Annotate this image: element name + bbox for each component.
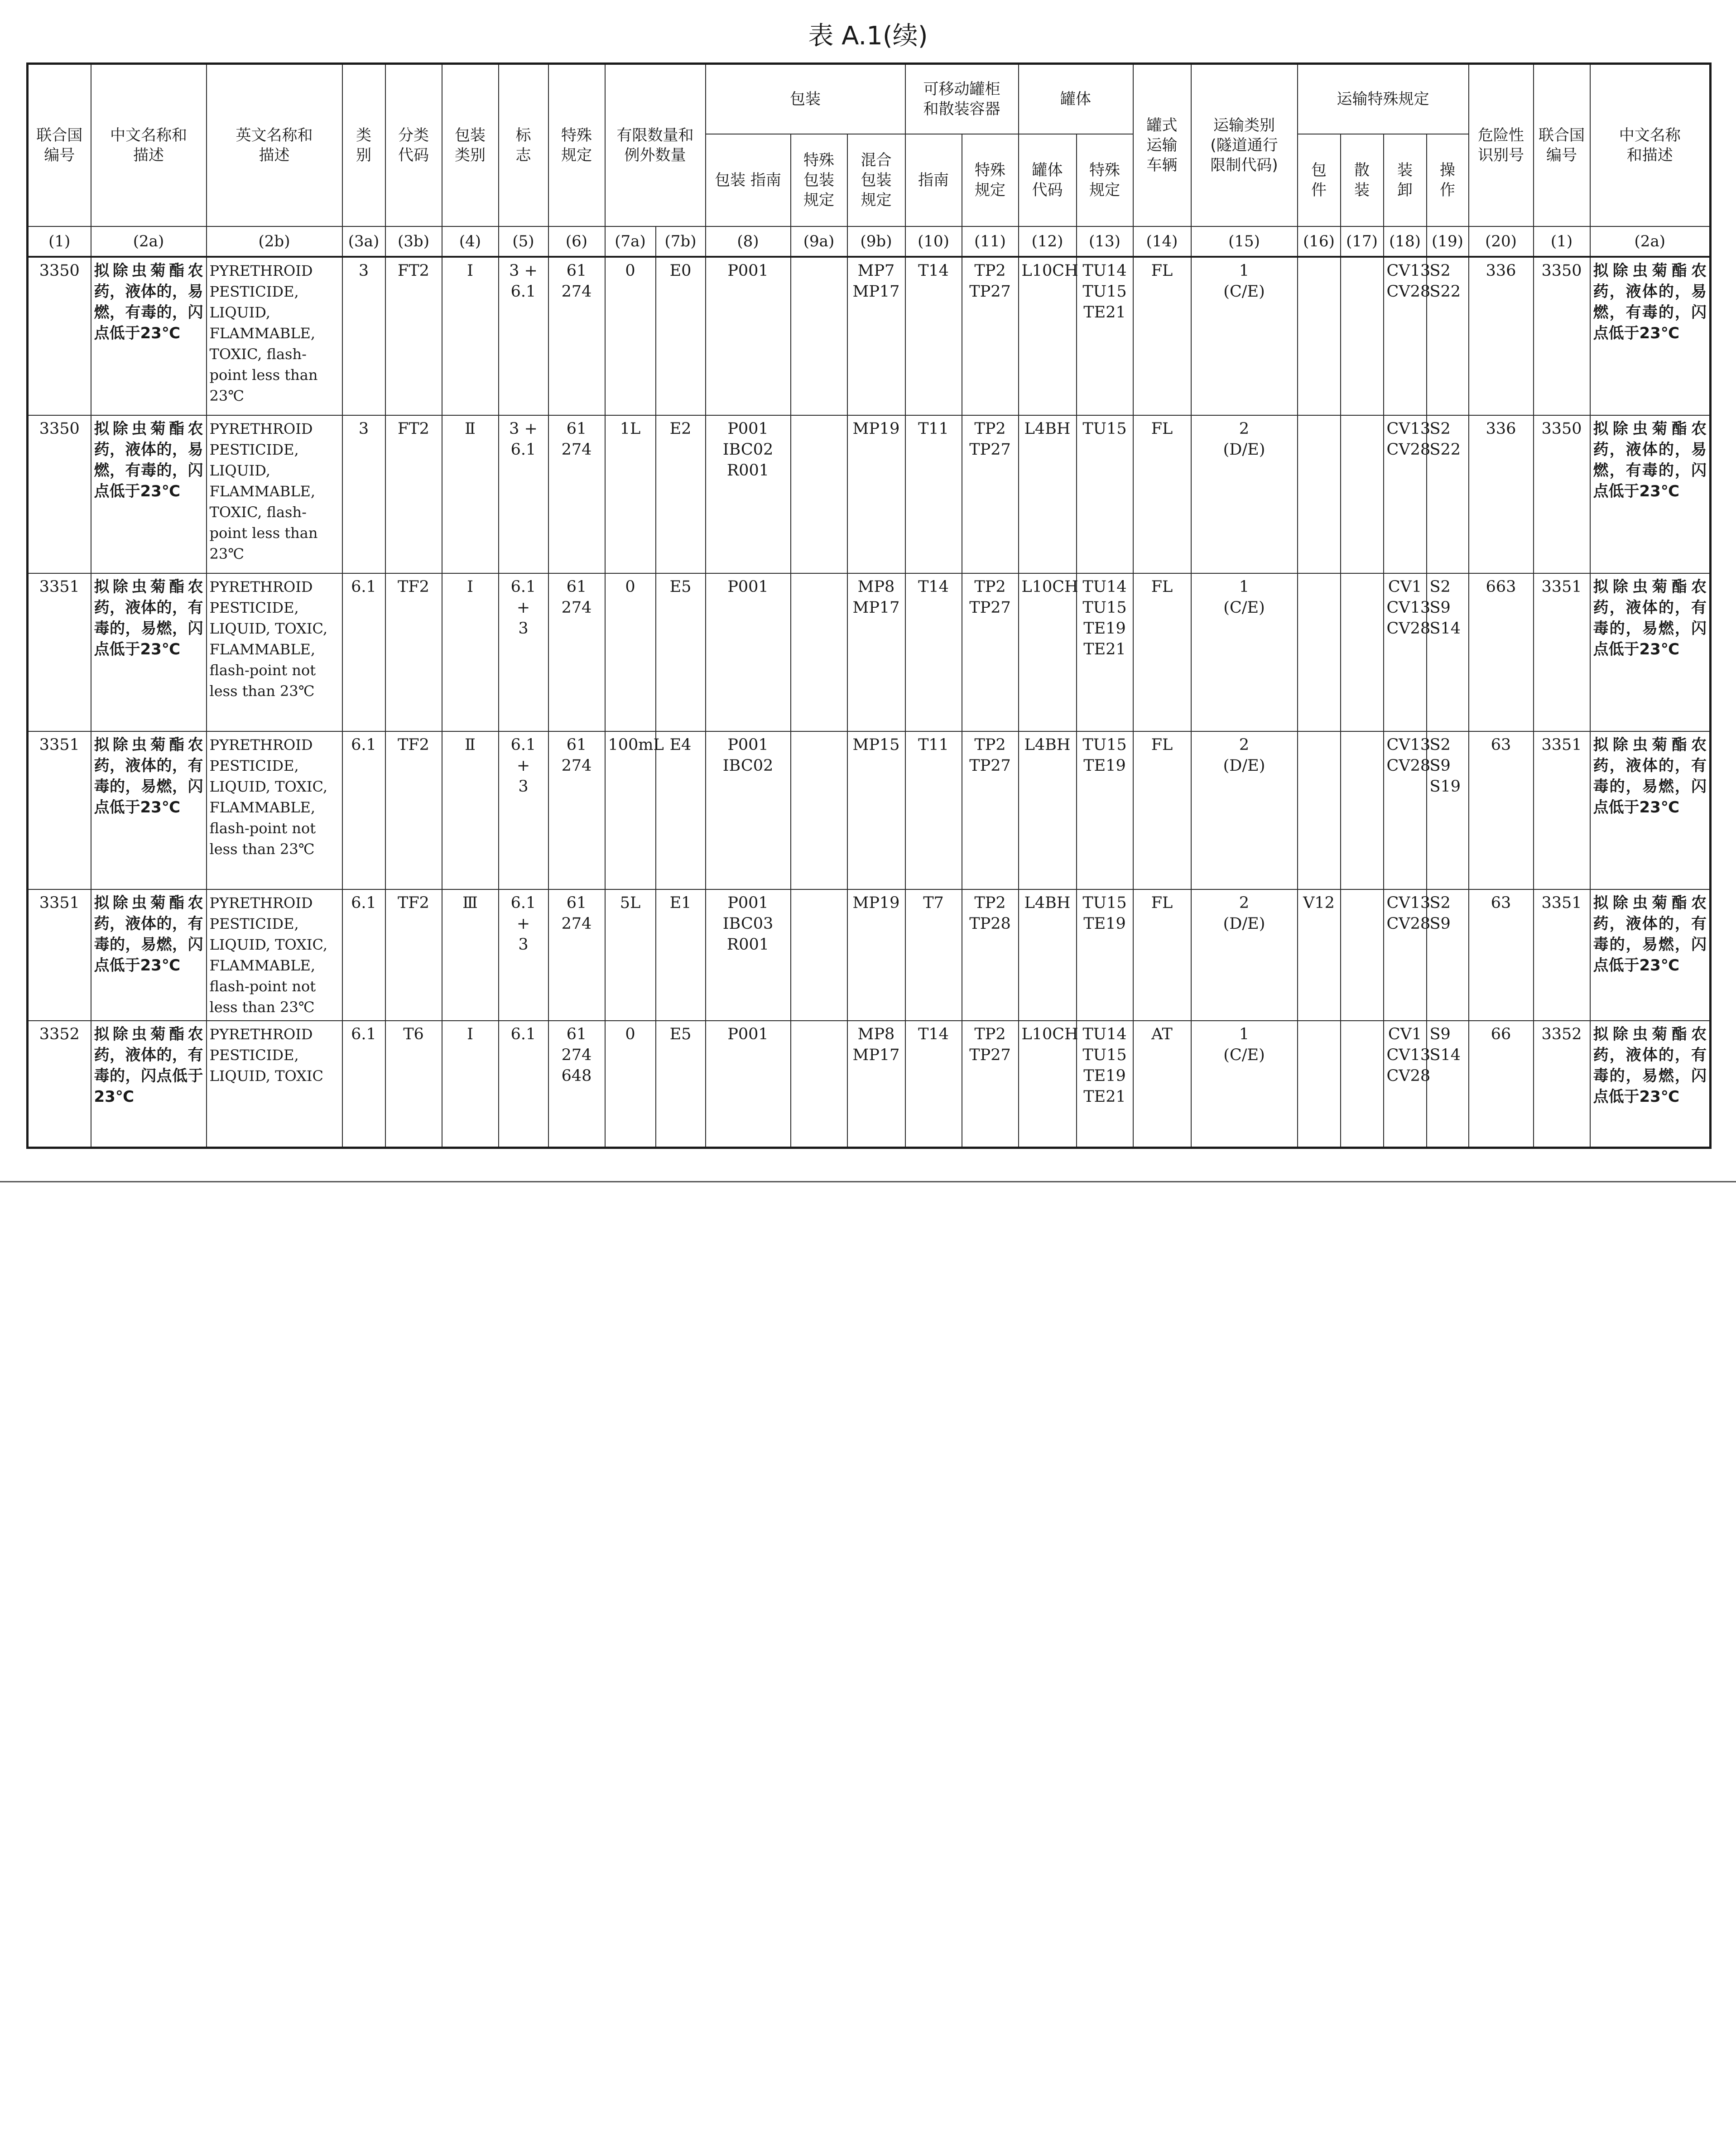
col-header-bulk: 散 装 bbox=[1341, 134, 1384, 226]
un-number-repeat-cell: 3352 bbox=[1534, 1021, 1590, 1148]
transport-category-cell: 2 (D/E) bbox=[1191, 889, 1298, 1021]
labels-cell: 6.1 + 3 bbox=[499, 731, 548, 889]
packing-group-cell: Ⅰ bbox=[442, 257, 499, 415]
operation-cell: S9 S14 bbox=[1427, 1021, 1469, 1148]
class-code-cell: FT2 bbox=[385, 257, 442, 415]
col-header-transport-category: 运输类别 (隧道通行 限制代码) bbox=[1191, 64, 1298, 227]
col-header-loading: 装 卸 bbox=[1384, 134, 1427, 226]
col-header-tanks: 罐体 bbox=[1019, 64, 1133, 134]
limited-qty-cell: 0 bbox=[605, 1021, 656, 1148]
special-provisions-cell: 61 274 648 bbox=[548, 1021, 605, 1148]
mixed-packing-cell: MP8 MP17 bbox=[847, 1021, 905, 1148]
cn-name-cell: 拟除虫菊酯农药，液体的，有毒的，易燃，闪点低于23℃ bbox=[91, 731, 207, 889]
cn-name-repeat-cell: 拟除虫菊酯农药，液体的，有毒的，易燃，闪点低于23℃ bbox=[1590, 573, 1711, 731]
col-header-un-no: 联合国 编号 bbox=[28, 64, 91, 227]
col-header-cn-name-repeat: 中文名称 和描述 bbox=[1590, 64, 1711, 227]
col-header-en-name: 英文名称和 描述 bbox=[207, 64, 342, 227]
tank-special-cell: TU14 TU15 TE19 TE21 bbox=[1077, 1021, 1133, 1148]
table-row bbox=[28, 573, 1711, 731]
excepted-qty-cell: E4 bbox=[656, 731, 706, 889]
en-name-cell: PYRETHROID PESTICIDE, LIQUID, TOXIC, FLAMMABLE, flash-point not less than 23℃ bbox=[207, 731, 342, 889]
packing-group-cell: Ⅲ bbox=[442, 889, 499, 1021]
pt-instructions-cell: T7 bbox=[905, 889, 962, 1021]
labels-cell: 6.1 bbox=[499, 1021, 548, 1148]
pt-special-cell: TP2 TP27 bbox=[962, 573, 1019, 731]
packing-instructions-cell: P001 IBC03 R001 bbox=[706, 889, 791, 1021]
transport-category-cell: 1 (C/E) bbox=[1191, 1021, 1298, 1148]
cn-name-cell: 拟除虫菊酯农药，液体的，有毒的，易燃，闪点低于23℃ bbox=[91, 889, 207, 1021]
column-number: (7a) bbox=[605, 226, 656, 257]
special-provisions-cell: 61 274 bbox=[548, 573, 605, 731]
loading-cell: CV13 CV28 bbox=[1384, 731, 1427, 889]
tank-code-cell: L10CH bbox=[1019, 1021, 1077, 1148]
table-row bbox=[28, 731, 1711, 889]
transport-category-cell: 2 (D/E) bbox=[1191, 731, 1298, 889]
labels-cell: 6.1 + 3 bbox=[499, 889, 548, 1021]
column-number: (2a) bbox=[1590, 226, 1711, 257]
tank-vehicle-cell: FL bbox=[1133, 731, 1191, 889]
bulk-cell bbox=[1341, 1021, 1384, 1148]
column-number: (9b) bbox=[847, 226, 905, 257]
class-code-cell: TF2 bbox=[385, 889, 442, 1021]
hazard-id-cell: 66 bbox=[1469, 1021, 1534, 1148]
bulk-cell bbox=[1341, 889, 1384, 1021]
col-header-class: 类 别 bbox=[342, 64, 385, 227]
cn-name-cell: 拟除虫菊酯农药，液体的，有毒的，易燃，闪点低于23℃ bbox=[91, 573, 207, 731]
dangerous-goods-table-container bbox=[26, 62, 1710, 1149]
excepted-qty-cell: E1 bbox=[656, 889, 706, 1021]
column-number: (3a) bbox=[342, 226, 385, 257]
packages-cell bbox=[1298, 1021, 1341, 1148]
column-number: (15) bbox=[1191, 226, 1298, 257]
mixed-packing-cell: MP7 MP17 bbox=[847, 257, 905, 415]
table-row bbox=[28, 889, 1711, 1021]
un-number-cell: 3351 bbox=[28, 731, 91, 889]
tank-special-cell: TU15 bbox=[1077, 415, 1133, 573]
limited-qty-cell: 5L bbox=[605, 889, 656, 1021]
un-number-repeat-cell: 3351 bbox=[1534, 731, 1590, 889]
tank-code-cell: L4BH bbox=[1019, 415, 1077, 573]
un-number-cell: 3351 bbox=[28, 573, 91, 731]
loading-cell: CV13 CV28 bbox=[1384, 257, 1427, 415]
cn-name-cell: 拟除虫菊酯农药，液体的，易燃，有毒的，闪点低于23℃ bbox=[91, 415, 207, 573]
hazard-id-cell: 336 bbox=[1469, 257, 1534, 415]
cn-name-repeat-cell: 拟除虫菊酯农药，液体的，有毒的，易燃，闪点低于23℃ bbox=[1590, 731, 1711, 889]
bulk-cell bbox=[1341, 257, 1384, 415]
column-number: (3b) bbox=[385, 226, 442, 257]
table-row bbox=[28, 257, 1711, 415]
operation-cell: S2 S22 bbox=[1427, 415, 1469, 573]
tank-vehicle-cell: FL bbox=[1133, 415, 1191, 573]
class-code-cell: T6 bbox=[385, 1021, 442, 1148]
column-number: (18) bbox=[1384, 226, 1427, 257]
special-packing-cell bbox=[791, 731, 847, 889]
pt-special-cell: TP2 TP27 bbox=[962, 731, 1019, 889]
page-title: 表 A.1(续) bbox=[808, 21, 928, 51]
limited-qty-cell: 0 bbox=[605, 573, 656, 731]
dangerous-goods-table bbox=[26, 62, 1712, 1149]
en-name-cell: PYRETHROID PESTICIDE, LIQUID, TOXIC, FLAMMABLE, flash-point not less than 23℃ bbox=[207, 889, 342, 1021]
tank-vehicle-cell: FL bbox=[1133, 257, 1191, 415]
pt-instructions-cell: T14 bbox=[905, 1021, 962, 1148]
column-number: (1) bbox=[1534, 226, 1590, 257]
column-number: (9a) bbox=[791, 226, 847, 257]
class-cell: 3 bbox=[342, 257, 385, 415]
cn-name-repeat-cell: 拟除虫菊酯农药，液体的，有毒的，易燃，闪点低于23℃ bbox=[1590, 1021, 1711, 1148]
column-number: (2a) bbox=[91, 226, 207, 257]
mixed-packing-cell: MP19 bbox=[847, 889, 905, 1021]
column-number: (6) bbox=[548, 226, 605, 257]
special-packing-cell bbox=[791, 257, 847, 415]
hazard-id-cell: 63 bbox=[1469, 889, 1534, 1021]
excepted-qty-cell: E5 bbox=[656, 573, 706, 731]
loading-cell: CV1 CV13 CV28 bbox=[1384, 1021, 1427, 1148]
column-number: (11) bbox=[962, 226, 1019, 257]
pt-special-cell: TP2 TP28 bbox=[962, 889, 1019, 1021]
packing-instructions-cell: P001 IBC02 bbox=[706, 731, 791, 889]
col-header-packing-group: 包装 类别 bbox=[442, 64, 499, 227]
packing-group-cell: Ⅱ bbox=[442, 731, 499, 889]
col-header-pt-instructions: 指南 bbox=[905, 134, 962, 226]
un-number-repeat-cell: 3350 bbox=[1534, 257, 1590, 415]
packing-instructions-cell: P001 bbox=[706, 257, 791, 415]
cn-name-cell: 拟除虫菊酯农药，液体的，有毒的，闪点低于23℃ bbox=[91, 1021, 207, 1148]
table-row bbox=[28, 1021, 1711, 1148]
page-divider bbox=[0, 1181, 1736, 1182]
column-number: (2b) bbox=[207, 226, 342, 257]
class-code-cell: TF2 bbox=[385, 573, 442, 731]
col-header-tank-code: 罐体 代码 bbox=[1019, 134, 1077, 226]
un-number-cell: 3350 bbox=[28, 415, 91, 573]
en-name-cell: PYRETHROID PESTICIDE, LIQUID, TOXIC, FLAMMABLE, flash-point not less than 23℃ bbox=[207, 573, 342, 731]
pt-special-cell: TP2 TP27 bbox=[962, 1021, 1019, 1148]
en-name-cell: PYRETHROID PESTICIDE, LIQUID, TOXIC bbox=[207, 1021, 342, 1148]
packing-instructions-cell: P001 IBC02 R001 bbox=[706, 415, 791, 573]
tank-vehicle-cell: FL bbox=[1133, 889, 1191, 1021]
packing-instructions-cell: P001 bbox=[706, 573, 791, 731]
bulk-cell bbox=[1341, 573, 1384, 731]
special-packing-cell bbox=[791, 573, 847, 731]
cn-name-repeat-cell: 拟除虫菊酯农药，液体的，有毒的，易燃，闪点低于23℃ bbox=[1590, 889, 1711, 1021]
col-header-hazard-id: 危险性 识别号 bbox=[1469, 64, 1534, 227]
col-header-packages: 包 件 bbox=[1298, 134, 1341, 226]
class-code-cell: FT2 bbox=[385, 415, 442, 573]
operation-cell: S2 S22 bbox=[1427, 257, 1469, 415]
mixed-packing-cell: MP15 bbox=[847, 731, 905, 889]
tank-special-cell: TU14 TU15 TE19 TE21 bbox=[1077, 573, 1133, 731]
class-cell: 6.1 bbox=[342, 889, 385, 1021]
pt-special-cell: TP2 TP27 bbox=[962, 415, 1019, 573]
col-header-tank-special: 特殊 规定 bbox=[1077, 134, 1133, 226]
pt-instructions-cell: T11 bbox=[905, 415, 962, 573]
column-number: (19) bbox=[1427, 226, 1469, 257]
col-header-cn-name: 中文名称和 描述 bbox=[91, 64, 207, 227]
col-header-labels: 标 志 bbox=[499, 64, 548, 227]
col-header-pt-special: 特殊 规定 bbox=[962, 134, 1019, 226]
un-number-cell: 3350 bbox=[28, 257, 91, 415]
operation-cell: S2 S9 bbox=[1427, 889, 1469, 1021]
col-header-operation: 操 作 bbox=[1427, 134, 1469, 226]
cn-name-repeat-cell: 拟除虫菊酯农药，液体的，易燃，有毒的，闪点低于23℃ bbox=[1590, 415, 1711, 573]
special-packing-cell bbox=[791, 1021, 847, 1148]
class-cell: 6.1 bbox=[342, 573, 385, 731]
un-number-cell: 3351 bbox=[28, 889, 91, 1021]
class-cell: 6.1 bbox=[342, 731, 385, 889]
mixed-packing-cell: MP19 bbox=[847, 415, 905, 573]
column-number: (16) bbox=[1298, 226, 1341, 257]
pt-instructions-cell: T14 bbox=[905, 573, 962, 731]
tank-code-cell: L10CH bbox=[1019, 573, 1077, 731]
col-header-special-packing: 特殊 包装 规定 bbox=[791, 134, 847, 226]
limited-qty-cell: 100mL bbox=[605, 731, 656, 889]
col-header-special-provisions: 特殊 规定 bbox=[548, 64, 605, 227]
hazard-id-cell: 63 bbox=[1469, 731, 1534, 889]
tank-code-cell: L4BH bbox=[1019, 731, 1077, 889]
col-header-mixed-packing: 混合 包装 规定 bbox=[847, 134, 905, 226]
limited-qty-cell: 0 bbox=[605, 257, 656, 415]
column-number: (10) bbox=[905, 226, 962, 257]
column-number: (17) bbox=[1341, 226, 1384, 257]
packing-group-cell: Ⅱ bbox=[442, 415, 499, 573]
cn-name-repeat-cell: 拟除虫菊酯农药，液体的，易燃，有毒的，闪点低于23℃ bbox=[1590, 257, 1711, 415]
un-number-cell: 3352 bbox=[28, 1021, 91, 1148]
column-number: (20) bbox=[1469, 226, 1534, 257]
un-number-repeat-cell: 3350 bbox=[1534, 415, 1590, 573]
packages-cell bbox=[1298, 257, 1341, 415]
excepted-qty-cell: E0 bbox=[656, 257, 706, 415]
loading-cell: CV1 CV13 CV28 bbox=[1384, 573, 1427, 731]
column-number: (4) bbox=[442, 226, 499, 257]
column-number-row bbox=[28, 226, 1711, 257]
special-packing-cell bbox=[791, 889, 847, 1021]
col-header-un-no-repeat: 联合国 编号 bbox=[1534, 64, 1590, 227]
column-number: (13) bbox=[1077, 226, 1133, 257]
loading-cell: CV13 CV28 bbox=[1384, 415, 1427, 573]
col-header-packaging: 包装 bbox=[706, 64, 905, 134]
en-name-cell: PYRETHROID PESTICIDE, LIQUID, FLAMMABLE, TOXIC, flash-point less than 23℃ bbox=[207, 257, 342, 415]
col-header-portable-tanks: 可移动罐柜 和散装容器 bbox=[905, 64, 1019, 134]
excepted-qty-cell: E5 bbox=[656, 1021, 706, 1148]
special-provisions-cell: 61 274 bbox=[548, 415, 605, 573]
tank-code-cell: L4BH bbox=[1019, 889, 1077, 1021]
column-number: (1) bbox=[28, 226, 91, 257]
column-number: (5) bbox=[499, 226, 548, 257]
class-cell: 3 bbox=[342, 415, 385, 573]
transport-category-cell: 1 (C/E) bbox=[1191, 573, 1298, 731]
col-header-special-transport: 运输特殊规定 bbox=[1298, 64, 1469, 134]
un-number-repeat-cell: 3351 bbox=[1534, 889, 1590, 1021]
packages-cell bbox=[1298, 415, 1341, 573]
bulk-cell bbox=[1341, 731, 1384, 889]
column-number: (12) bbox=[1019, 226, 1077, 257]
labels-cell: 3 + 6.1 bbox=[499, 257, 548, 415]
bulk-cell bbox=[1341, 415, 1384, 573]
special-provisions-cell: 61 274 bbox=[548, 731, 605, 889]
col-header-class-code: 分类 代码 bbox=[385, 64, 442, 227]
col-header-limited-qty: 有限数量和 例外数量 bbox=[605, 64, 706, 227]
packing-group-cell: Ⅰ bbox=[442, 1021, 499, 1148]
labels-cell: 3 + 6.1 bbox=[499, 415, 548, 573]
col-header-packing-instructions: 包装 指南 bbox=[706, 134, 791, 226]
en-name-cell: PYRETHROID PESTICIDE, LIQUID, FLAMMABLE, TOXIC, flash-point less than 23℃ bbox=[207, 415, 342, 573]
packages-cell bbox=[1298, 573, 1341, 731]
pt-instructions-cell: T14 bbox=[905, 257, 962, 415]
special-provisions-cell: 61 274 bbox=[548, 257, 605, 415]
loading-cell: CV13 CV28 bbox=[1384, 889, 1427, 1021]
operation-cell: S2 S9 S19 bbox=[1427, 731, 1469, 889]
un-number-repeat-cell: 3351 bbox=[1534, 573, 1590, 731]
special-packing-cell bbox=[791, 415, 847, 573]
limited-qty-cell: 1L bbox=[605, 415, 656, 573]
packages-cell: V12 bbox=[1298, 889, 1341, 1021]
column-number: (8) bbox=[706, 226, 791, 257]
pt-special-cell: TP2 TP27 bbox=[962, 257, 1019, 415]
operation-cell: S2 S9 S14 bbox=[1427, 573, 1469, 731]
tank-vehicle-cell: AT bbox=[1133, 1021, 1191, 1148]
tank-vehicle-cell: FL bbox=[1133, 573, 1191, 731]
packing-instructions-cell: P001 bbox=[706, 1021, 791, 1148]
mixed-packing-cell: MP8 MP17 bbox=[847, 573, 905, 731]
excepted-qty-cell: E2 bbox=[656, 415, 706, 573]
hazard-id-cell: 663 bbox=[1469, 573, 1534, 731]
header-row-1 bbox=[28, 64, 1711, 134]
column-number: (14) bbox=[1133, 226, 1191, 257]
tank-code-cell: L10CH bbox=[1019, 257, 1077, 415]
tank-special-cell: TU15 TE19 bbox=[1077, 889, 1133, 1021]
labels-cell: 6.1 + 3 bbox=[499, 573, 548, 731]
class-code-cell: TF2 bbox=[385, 731, 442, 889]
transport-category-cell: 1 (C/E) bbox=[1191, 257, 1298, 415]
pt-instructions-cell: T11 bbox=[905, 731, 962, 889]
col-header-tank-vehicle: 罐式 运输 车辆 bbox=[1133, 64, 1191, 227]
transport-category-cell: 2 (D/E) bbox=[1191, 415, 1298, 573]
tank-special-cell: TU15 TE19 bbox=[1077, 731, 1133, 889]
packing-group-cell: Ⅰ bbox=[442, 573, 499, 731]
tank-special-cell: TU14 TU15 TE21 bbox=[1077, 257, 1133, 415]
class-cell: 6.1 bbox=[342, 1021, 385, 1148]
cn-name-cell: 拟除虫菊酯农药，液体的，易燃，有毒的，闪点低于23℃ bbox=[91, 257, 207, 415]
special-provisions-cell: 61 274 bbox=[548, 889, 605, 1021]
table-row bbox=[28, 415, 1711, 573]
packages-cell bbox=[1298, 731, 1341, 889]
hazard-id-cell: 336 bbox=[1469, 415, 1534, 573]
column-number: (7b) bbox=[656, 226, 706, 257]
